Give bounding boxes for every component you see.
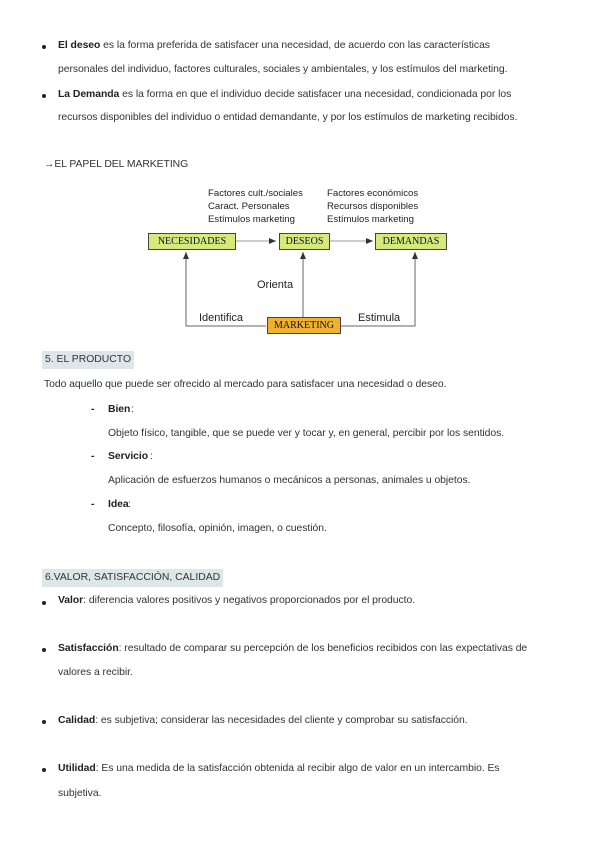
satisfaccion-text: : resultado de comparar su percepción de los beneficios recibidos con las expectativas de [118, 643, 528, 654]
bullet-icon [42, 720, 46, 724]
demandas-factor: Factores económicos [327, 188, 419, 199]
utilidad-term: Utilidad [58, 763, 96, 774]
demanda-paragraph-line1 [58, 89, 511, 100]
valor-term: Valor [58, 595, 84, 606]
producto-item-desc: Aplicación de esfuerzos humanos o mecánicos a personas, animales u objetos. [108, 475, 471, 486]
demanda-paragraph-line2: recursos disponibles del individuo o entidad demandante, y por los estímulos de marketing recibidos. [58, 112, 518, 123]
deseo-paragraph-line1 [58, 40, 490, 51]
demanda-term: La Demanda [58, 89, 120, 100]
satisfaccion-line1 [58, 643, 527, 654]
deseos-factors [208, 187, 303, 226]
arrow-identifica [186, 252, 266, 326]
estimula-label: Estimula [358, 312, 401, 324]
deseos-factor: Factores cult./sociales [208, 188, 303, 199]
dash-icon: - [91, 450, 95, 462]
satisfaccion-term: Satisfacción [58, 643, 119, 654]
demandas-factors [327, 187, 418, 226]
utilidad-text: : Es una medida de la satisfacción obtenida al recibir algo de valor en un intercambio. Es [95, 763, 500, 774]
necesidades-box: NECESIDADES [148, 233, 236, 250]
producto-intro: Todo aquello que puede ser ofrecido al mercado para satisfacer una necesidad o deseo. [44, 379, 447, 390]
producto-item-term: Bien [108, 404, 131, 415]
bullet-icon [42, 94, 46, 98]
dash-icon: - [91, 498, 95, 510]
marketing-box: MARKETING [267, 317, 341, 334]
valor-line [58, 595, 415, 606]
calidad-text: : es subjetiva; considerar las necesidades del cliente y comprobar su satisfacción. [95, 715, 468, 726]
identifica-label: Identifica [199, 312, 244, 324]
bullet-icon [42, 768, 46, 772]
colon: : [150, 451, 153, 462]
deseos-factor: Caract. Personales [208, 201, 290, 212]
bullet-icon [42, 45, 46, 49]
calidad-line [58, 715, 468, 726]
papel-heading: →EL PAPEL DEL MARKETING [44, 159, 189, 170]
bullet-icon [42, 601, 46, 605]
deseo-text-1: es la forma preferida de satisfacer una necesidad, de acuerdo con las características [100, 40, 490, 51]
demandas-factor: Estímulos marketing [327, 214, 414, 225]
producto-item-term: Idea [108, 499, 129, 510]
colon: : [128, 499, 131, 510]
demandas-factor: Recursos disponibles [327, 201, 419, 212]
colon: : [131, 404, 134, 415]
dash-icon: - [91, 403, 95, 415]
valor-heading: 6.VALOR, SATISFACCIÓN, CALIDAD [42, 569, 223, 587]
arrow-estimula [340, 252, 415, 326]
utilidad-line1 [58, 763, 500, 774]
satisfaccion-line2: valores a recibir. [58, 667, 133, 678]
producto-item-desc: Objeto físico, tangible, que se puede ver y tocar y, en general, percibir por los sentidos. [108, 428, 505, 439]
utilidad-line2: subjetiva. [58, 788, 102, 799]
calidad-term: Calidad [58, 715, 96, 726]
orienta-label: Orienta [257, 279, 294, 291]
deseos-box: DESEOS [279, 233, 330, 250]
bullet-icon [42, 648, 46, 652]
producto-item-term: Servicio [108, 451, 149, 462]
demanda-text-1: es la forma en que el individuo decide satisfacer una necesidad, condicionada por los [119, 89, 512, 100]
deseos-factor: Estímulos marketing [208, 214, 295, 225]
valor-text: : diferencia valores positivos y negativos proporcionados por el producto. [83, 595, 416, 606]
producto-heading: 5. EL PRODUCTO [42, 351, 134, 369]
deseo-term: El deseo [58, 40, 101, 51]
producto-item-desc: Concepto, filosofía, opinión, imagen, o cuestión. [108, 523, 327, 534]
deseo-paragraph-line2: personales del individuo, factores culturales, sociales y ambientales, y los estímulos del marketing. [58, 64, 508, 75]
demandas-box: DEMANDAS [375, 233, 447, 250]
